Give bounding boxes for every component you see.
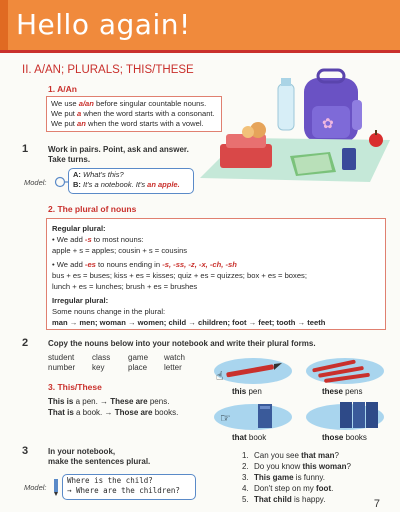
task1-line1: Work in pairs. Point, ask and answer.: [48, 145, 189, 154]
that-those-line: That is a book. → Those are books.: [48, 408, 179, 417]
section2-title: 2. The plural of nouns: [48, 204, 137, 214]
header-accent-strip: [0, 0, 8, 50]
apple-icon: [369, 130, 383, 147]
notebook-icon: [290, 152, 336, 176]
model-answer: → Where are the children?: [67, 486, 180, 495]
task3-sentence-list: [242, 450, 351, 505]
caption-that-book: that book: [232, 433, 267, 442]
dialogue-line-b: B: It's a notebook. It's an apple.: [73, 180, 180, 189]
pencil-icon: [50, 478, 62, 496]
page-title: Hello again!: [16, 8, 191, 41]
list-item: 3. This game is funny.: [242, 473, 325, 482]
book-icon: [212, 398, 294, 432]
irregular-examples: man → men; woman → women; child → children; foot → feet; tooth → teeth: [52, 318, 326, 327]
task1-instructions: [48, 145, 189, 165]
rule-line-1: We use a/an before singular countable nouns.: [51, 99, 207, 108]
pens-icon: [304, 356, 386, 386]
task2-instructions: Copy the nouns below into your notebook and write their plural forms.: [48, 339, 316, 348]
task3-instructions: [48, 447, 150, 467]
task1-model-dialogue: [68, 168, 194, 194]
list-item: 1. Can you see that man?: [242, 451, 339, 460]
word-item: letter: [164, 363, 182, 372]
regular-plural-title: Regular plural:: [52, 224, 106, 233]
pen-icon: [212, 356, 294, 386]
dialogue-line-a: A: What's this?: [73, 170, 124, 179]
list-item: 5. That child is happy.: [242, 495, 326, 504]
books-icon: [304, 398, 386, 432]
section1-rule-box: [46, 96, 222, 132]
list-item: 2. Do you know this woman?: [242, 462, 351, 471]
water-bottle-icon: [278, 78, 294, 130]
word-item: game: [128, 353, 149, 362]
task1-number: 1: [22, 143, 29, 155]
header-divider: [0, 50, 400, 53]
task3-model-box: [62, 474, 196, 500]
irregular-plural-title: Irregular plural:: [52, 296, 109, 305]
word-item: class: [92, 353, 111, 362]
phone-icon: [342, 148, 356, 170]
this-these-examples: [48, 396, 178, 418]
svg-text:✿: ✿: [322, 116, 334, 132]
word-item: watch: [164, 353, 185, 362]
regular-rule-2-example-2: lunch + es = lunches; brush + es = brushes: [52, 282, 198, 291]
page-header: [0, 0, 400, 50]
section3-title: 3. This/These: [48, 382, 102, 392]
caption-those-books: those books: [322, 433, 367, 442]
word-item: number: [48, 363, 76, 372]
task3-model-label: Model:: [24, 483, 47, 492]
word-item: key: [92, 363, 105, 372]
backpack-icon: [304, 70, 362, 142]
task3-line2: make the sentences plural.: [48, 457, 151, 466]
list-item: 4. Don't step on my foot.: [242, 484, 334, 493]
this-these-line: This is a pen. → These are pens.: [48, 397, 170, 406]
irregular-rule: Some nouns change in the plural:: [52, 307, 166, 316]
caption-this-pen: this pen: [232, 387, 262, 396]
task1-line2: Take turns.: [48, 155, 91, 164]
svg-text:☝: ☝: [216, 369, 224, 383]
task2-word-row-1: [48, 353, 185, 362]
word-item: place: [128, 363, 148, 372]
task2-number: 2: [22, 337, 29, 349]
page-number: 7: [373, 498, 380, 510]
word-item: student: [48, 353, 75, 362]
speech-pointer-icon: [54, 176, 68, 188]
model-sentence: Where is the child?: [67, 476, 153, 485]
rule-line-2: We put a when the word starts with a consonant.: [51, 109, 215, 118]
task1-model-label: Model:: [24, 178, 47, 187]
unit-title: II. A/AN; PLURALS; THIS/THESE: [22, 64, 194, 76]
task3-line1: In your notebook,: [48, 447, 116, 456]
section1-title: 1. A/An: [48, 84, 77, 94]
task3-number: 3: [22, 445, 29, 457]
task2-word-row-2: [48, 363, 182, 372]
school-items-illustration: [200, 60, 390, 198]
lunch-box-icon: [220, 122, 272, 168]
svg-text:☞: ☞: [220, 411, 231, 425]
regular-rule-1: • We add -s to most nouns:: [52, 235, 144, 244]
caption-these-pens: these pens: [322, 387, 363, 396]
rule-line-3: We put an when the word starts with a vowel.: [51, 119, 204, 128]
plural-rules-box: [46, 218, 386, 330]
regular-rule-2-example-1: bus + es = buses; kiss + es = kisses; quiz + es = quizzes; box + es = boxes;: [52, 271, 307, 280]
regular-rule-1-example: apple + s = apples; cousin + s = cousins: [52, 246, 188, 255]
regular-rule-2: • We add -es to nouns ending in -s, -ss, -z, -x, -ch, -sh: [52, 260, 237, 269]
